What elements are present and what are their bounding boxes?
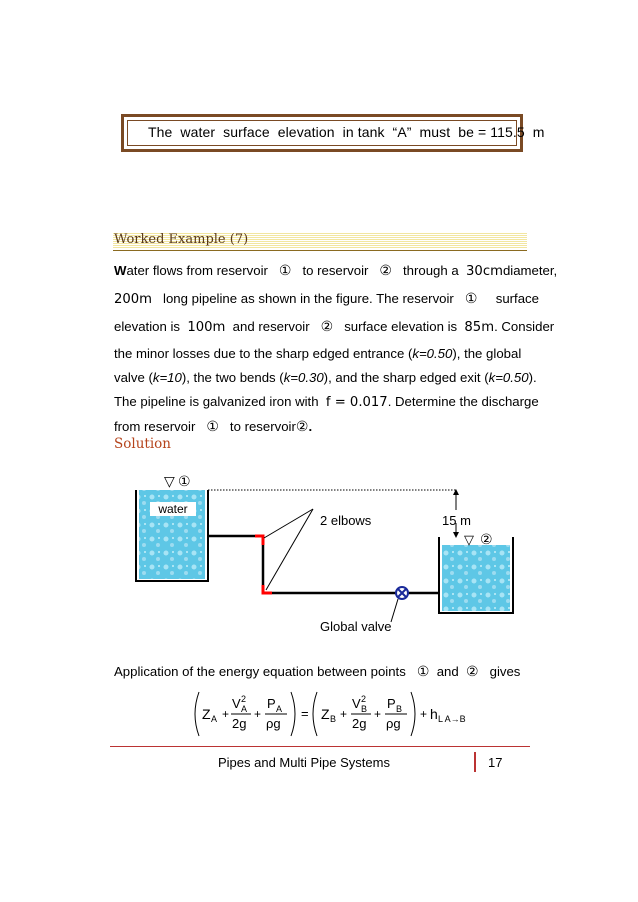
- result-text: The water surface elevation in tank “A” must be = 115.5 m: [148, 124, 545, 140]
- problem-line-1: Water flows from reservoir ① to reservoir ② through a 30cmdiameter,: [114, 262, 558, 279]
- svg-text:P: P: [387, 696, 396, 711]
- energy-equation: [192, 690, 492, 738]
- svg-text:h: h: [430, 706, 438, 722]
- page-number: 17: [488, 755, 503, 770]
- svg-text:L A→B: L A→B: [438, 714, 466, 724]
- elbow-pointer-2: [266, 509, 313, 590]
- svg-text:+: +: [374, 707, 382, 721]
- svg-text:P: P: [267, 696, 276, 711]
- water-label: water: [158, 502, 188, 516]
- svg-text:B: B: [330, 714, 337, 724]
- footer-title: Pipes and Multi Pipe Systems: [218, 755, 390, 770]
- free-surface-icon-2: ▽: [464, 533, 474, 548]
- svg-text:A: A: [211, 714, 218, 724]
- bend-2: [263, 585, 272, 593]
- svg-text:2: 2: [241, 694, 247, 704]
- valve-pointer: [391, 599, 398, 622]
- svg-text:V: V: [352, 696, 361, 711]
- paren-right-1: [291, 692, 295, 736]
- solution-heading: Solution: [114, 436, 171, 452]
- svg-text:+: +: [340, 707, 348, 721]
- reservoir-1-marker: ①: [178, 474, 191, 490]
- svg-text:A: A: [241, 704, 248, 714]
- svg-text:Z: Z: [321, 706, 330, 722]
- svg-text:=: =: [301, 706, 309, 721]
- problem-line-6: The pipeline is galvanized iron with f = 0.017. Determine the discharge: [114, 394, 539, 410]
- svg-text:2g: 2g: [352, 716, 367, 731]
- svg-text:2: 2: [361, 694, 367, 704]
- problem-line-3: elevation is 100m and reservoir ② surface elevation is 85m. Consider: [114, 318, 555, 335]
- svg-text:Z: Z: [202, 706, 211, 722]
- footer-separator: [474, 752, 476, 772]
- svg-text:+: +: [420, 707, 428, 721]
- problem-line-5: valve (k=10), the two bends (k=0.30), and the sharp edged exit (k=0.50).: [114, 370, 537, 385]
- pipe-system-figure: [120, 465, 530, 645]
- bend-1: [255, 536, 263, 545]
- pipeline: [208, 536, 439, 593]
- elbows-label: 2 elbows: [320, 513, 372, 528]
- paren-right-2: [411, 692, 415, 736]
- svg-text:ρg: ρg: [266, 716, 281, 731]
- svg-text:V: V: [232, 696, 241, 711]
- elbow-pointer-1: [264, 509, 313, 538]
- problem-line-7: from reservoir ① to reservoir②.: [114, 418, 313, 434]
- head-label: 15 m: [442, 513, 471, 528]
- valve-label: Global valve: [320, 619, 392, 634]
- problem-line-4: the minor losses due to the sharp edged entrance (k=0.50), the global: [114, 346, 522, 361]
- energy-intro: Application of the energy equation between points ① and ② gives: [114, 663, 521, 679]
- reservoir-2-marker: ②: [480, 532, 493, 548]
- paren-left-2: [313, 692, 317, 736]
- svg-text:+: +: [222, 707, 230, 721]
- svg-text:+: +: [254, 707, 262, 721]
- svg-text:2g: 2g: [232, 716, 247, 731]
- section-header-underline: [113, 250, 527, 251]
- problem-line-2: 200m long pipeline as shown in the figure. The reservoir ① surface: [114, 290, 539, 307]
- head-arrow-down-icon: [453, 532, 459, 538]
- section-title: Worked Example (7): [114, 232, 249, 247]
- svg-text:A: A: [276, 704, 283, 714]
- reservoir-2-water: [442, 545, 510, 611]
- svg-text:B: B: [361, 704, 368, 714]
- paren-left-1: [195, 692, 199, 736]
- svg-text:B: B: [396, 704, 403, 714]
- free-surface-icon-1: ▽: [164, 474, 175, 490]
- svg-text:ρg: ρg: [386, 716, 401, 731]
- head-arrow-up-icon: [453, 489, 459, 495]
- footer-rule: [110, 746, 530, 747]
